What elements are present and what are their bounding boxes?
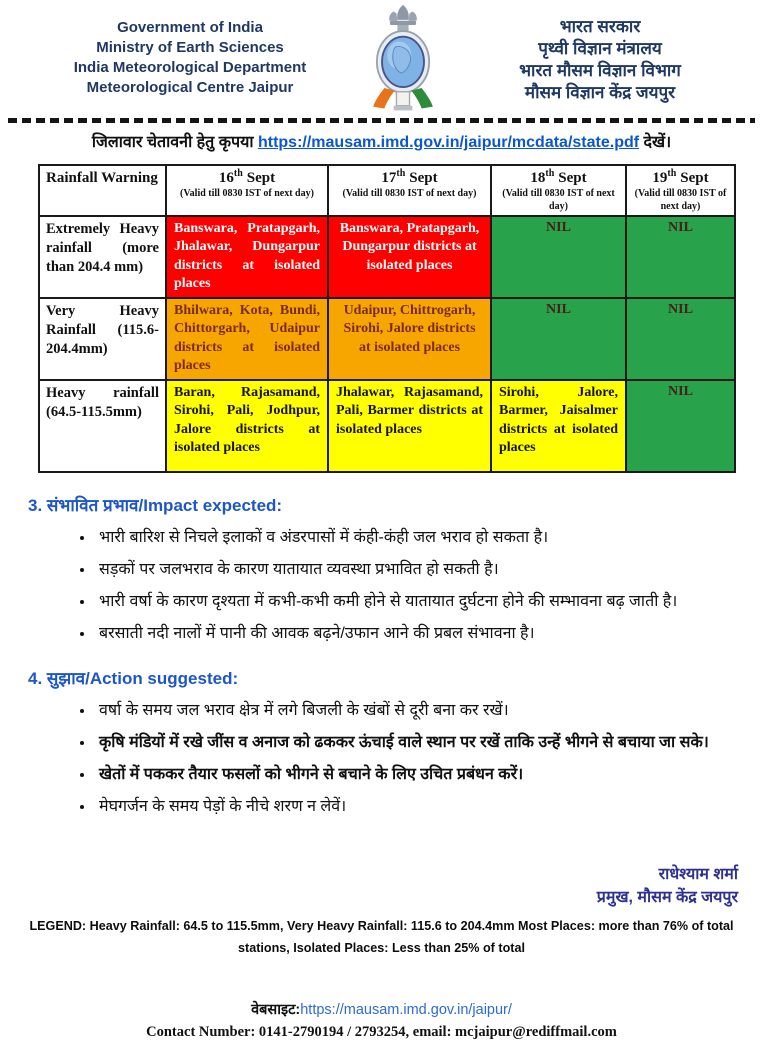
col-header-16-sept: 16th Sept (Valid till 0830 IST of next day) bbox=[166, 165, 328, 216]
org-name-hindi bbox=[465, 16, 735, 104]
org-name-english bbox=[40, 18, 340, 98]
list-item: • वर्षा के समय जल भराव क्षेत्र में लगे बिजली के खंबों से दूरी बना कर रखें। bbox=[95, 699, 733, 723]
signature-block bbox=[0, 863, 738, 909]
nil-cell: NIL bbox=[626, 298, 735, 380]
row-label: Very Heavy Rainfall (115.6-204.4mm) bbox=[39, 298, 166, 380]
imd-emblem-icon bbox=[353, 4, 453, 116]
warning-cell: Sirohi, Jalore, Barmer, Jaisalmer districts at isolated places bbox=[491, 380, 626, 472]
nil-cell: NIL bbox=[491, 298, 626, 380]
list-item: • भारी वर्षा के कारण दृश्यता में कभी-कभी कमी होने से यातायात दुर्घटना होने की सम्भावना बढ़ जाती है। bbox=[95, 590, 733, 614]
list-item: • भारी बारिश से निचले इलाकों व अंडरपासों में कंही-कंही जल भराव हो सकता है। bbox=[95, 526, 733, 550]
table-row-heavy bbox=[39, 380, 735, 472]
org-line-hindi: मौसम विज्ञान केंद्र जयपुर bbox=[524, 83, 676, 102]
nil-cell: NIL bbox=[626, 216, 735, 298]
contact-line: Contact Number: 0141-2790194 / 2793254, email: mcjaipur@rediffmail.com bbox=[146, 1024, 617, 1041]
letterhead bbox=[0, 0, 763, 116]
nil-cell: NIL bbox=[491, 216, 626, 298]
notice-suffix: देखें। bbox=[639, 134, 672, 151]
org-line-english: India Meteorological Department bbox=[73, 59, 307, 76]
validity-note: (Valid till 0830 IST of next day) bbox=[342, 188, 477, 199]
website-line bbox=[0, 999, 763, 1019]
org-line-hindi: भारत मौसम विज्ञान विभाग bbox=[519, 61, 681, 80]
list-item: • कृषि मंडियों में रखे जींस व अनाज को ढककर ऊंचाई वाले स्थान पर रखें ताकि उन्हें भीगने से बचाया जा सके। bbox=[95, 731, 733, 755]
dashed-divider bbox=[8, 118, 755, 123]
warning-cell: Udaipur, Chittrogarh, Sirohi, Jalore districts at isolated places bbox=[328, 298, 491, 380]
col-header-17-sept: 17th Sept (Valid till 0830 IST of next day) bbox=[328, 165, 491, 216]
imd-logo bbox=[348, 4, 458, 116]
district-warning-notice bbox=[0, 130, 763, 152]
validity-note: (Valid till 0830 IST of next day) bbox=[180, 188, 314, 199]
action-list bbox=[95, 699, 733, 819]
action-heading: 4. सुझाव/Action suggested: bbox=[28, 668, 239, 688]
validity-note: (Valid till 0830 IST of next day) bbox=[634, 188, 727, 212]
notice-prefix: जिलावार चेतावनी हेतु कृपया bbox=[91, 134, 258, 151]
action-section bbox=[0, 666, 763, 819]
table-row-very-heavy bbox=[39, 298, 735, 380]
table-header-row bbox=[39, 165, 735, 216]
website-label: वेबसाइट: bbox=[251, 1002, 301, 1019]
org-line-hindi: भारत सरकार bbox=[559, 17, 641, 36]
signatory-name: राधेश्याम शर्मा bbox=[658, 865, 738, 883]
warning-cell: Jhalawar, Rajasamand, Pali, Barmer districts at isolated places bbox=[328, 380, 491, 472]
warning-cell: Banswara, Pratapgarh, Dungarpur districts at isolated places bbox=[328, 216, 491, 298]
org-line-english: Meteorological Centre Jaipur bbox=[86, 79, 294, 96]
warning-cell: Bhilwara, Kota, Bundi, Chittorgarh, Udaipur districts at isolated places bbox=[166, 298, 328, 380]
org-line-english: Government of India bbox=[117, 19, 263, 36]
col-header-18-sept: 18th Sept (Valid till 0830 IST of next day) bbox=[491, 165, 626, 216]
row-label: Heavy rainfall (64.5-115.5mm) bbox=[39, 380, 166, 472]
legend-text: LEGEND: Heavy Rainfall: 64.5 to 115.5mm, Very Heavy Rainfall: 115.6 to 204.4mm Most Places: more than 76% of total stations, Isolated Places: Less than 25% of total bbox=[29, 919, 734, 956]
table-row-extremely-heavy bbox=[39, 216, 735, 298]
validity-note: (Valid till 0830 IST of next day) bbox=[502, 188, 615, 212]
impact-section bbox=[0, 493, 763, 646]
list-item: • खेतों में पककर तैयार फसलों को भीगने से बचाने के लिए उचित प्रबंधन करें। bbox=[95, 763, 733, 787]
website-link[interactable]: https://mausam.imd.gov.in/jaipur/ bbox=[300, 1002, 512, 1019]
signatory-title: प्रमुख, मौसम केंद्र जयपुर bbox=[596, 888, 738, 906]
warning-cell: Baran, Rajasamand, Sirohi, Pali, Jodhpur, Jalore districts at isolated places bbox=[166, 380, 328, 472]
impact-list bbox=[95, 526, 733, 646]
col-header-19-sept: 19th Sept (Valid till 0830 IST of next day) bbox=[626, 165, 735, 216]
org-line-hindi: पृथ्वी विज्ञान मंत्रालय bbox=[538, 39, 662, 58]
nil-cell: NIL bbox=[626, 380, 735, 472]
list-item: • मेघगर्जन के समय पेड़ों के नीचे शरण न लेवें। bbox=[95, 795, 733, 819]
org-line-english: Ministry of Earth Sciences bbox=[96, 39, 284, 56]
rainfall-warning-table bbox=[38, 164, 736, 473]
row-label: Extremely Heavy rainfall (more than 204.4 mm) bbox=[39, 216, 166, 298]
impact-heading: 3. संभावित प्रभाव/Impact expected: bbox=[28, 495, 283, 515]
list-item: • बरसाती नदी नालों में पानी की आवक बढ़ने/उफान आने की प्रबल संभावना है। bbox=[95, 622, 733, 646]
col-header-rainfall-warning: Rainfall Warning bbox=[39, 165, 166, 216]
list-item: • सड़कों पर जलभराव के कारण यातायात व्यवस्था प्रभावित हो सकती है। bbox=[95, 558, 733, 582]
state-pdf-link[interactable]: https://mausam.imd.gov.in/jaipur/mcdata/state.pdf bbox=[257, 134, 640, 151]
warning-cell: Banswara, Pratapgarh, Jhalawar, Dungarpur districts at isolated places bbox=[166, 216, 328, 298]
